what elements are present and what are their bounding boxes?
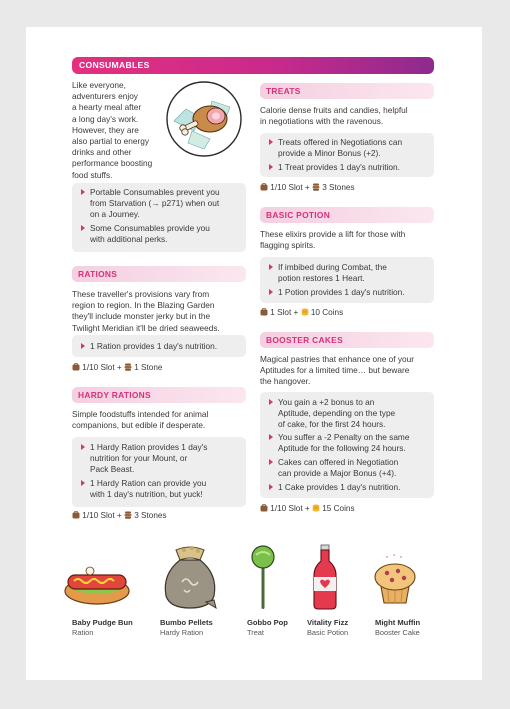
booster-cakes-bullet — [268, 457, 440, 479]
rations-header — [72, 266, 246, 282]
rations-cost-line — [72, 363, 162, 373]
intro-line: a long day's work. — [72, 113, 139, 124]
bullet-line: can provide a Major Bonus (+4). — [278, 468, 397, 479]
bullet-line: If imbibed during Combat, the — [278, 262, 387, 272]
item-name-bumbo-pellets: Bumbo Pellets — [160, 618, 213, 627]
backpack-icon — [260, 183, 268, 193]
desc-line: These elixirs provide a lift for those with — [260, 229, 406, 239]
hardy-rations-bullet — [80, 442, 250, 476]
treats-bullet — [268, 137, 440, 159]
basic-potion-bullet — [268, 287, 440, 298]
bullet-line: with additional perks. — [90, 234, 168, 245]
rations-bullet — [80, 341, 250, 352]
bullet-line: provide a Minor Bonus (+2). — [278, 148, 381, 159]
booster-cakes-bullet — [268, 397, 440, 431]
backpack-icon — [72, 363, 80, 373]
item-type: Treat — [247, 628, 264, 637]
basic-potion-header — [260, 207, 434, 223]
booster-cakes-bullet — [268, 482, 440, 493]
bullet-line: You suffer a -2 Penalty on the same — [278, 432, 410, 442]
intro-line: Like everyone, — [72, 80, 126, 90]
bullet-line: of cake, for the first 24 hours. — [278, 419, 386, 430]
basic-potion-description — [260, 229, 450, 251]
desc-line: Simple foodstuffs intended for animal — [72, 409, 209, 419]
stone-icon — [124, 363, 132, 373]
booster-cakes-description — [260, 354, 450, 388]
item-type: Booster Cake — [375, 628, 420, 637]
basic-potion-cost-line — [260, 308, 343, 318]
bullet-line: from Starvation (→ p271) when out — [90, 198, 220, 209]
bullet-line: 1 Potion provides 1 day's nutrition. — [278, 287, 405, 297]
hardy-rations-description — [72, 409, 252, 431]
intro-line: a hearty meal after — [72, 102, 142, 113]
rations-description — [72, 289, 252, 334]
stone-icon — [312, 183, 320, 193]
coin-icon — [312, 504, 320, 514]
stone-icon — [124, 511, 132, 521]
slot-text: 1 Slot + — [270, 308, 299, 317]
desc-line: Magical pastries that enhance one of your — [260, 354, 415, 364]
desc-line: companions, but edible if desperate. — [72, 420, 206, 431]
hardy-rations-title: HARDY RATIONS — [78, 390, 151, 400]
desc-line: Twilight Meridian it'll be dried seaweeds. — [72, 322, 220, 333]
bullet-line: Aptitude, depending on the type — [278, 408, 396, 419]
consumables-bullet — [80, 223, 250, 245]
bullet-line: Aptitude for the following 24 hours. — [278, 443, 406, 454]
booster-cakes-title: BOOSTER CAKES — [266, 335, 343, 345]
bullet-line: on a Journey. — [90, 209, 140, 220]
intro-line: adventurers enjoy — [72, 91, 138, 102]
consumables-bullet — [80, 187, 250, 221]
coin-icon — [301, 308, 309, 318]
item-type: Hardy Ration — [160, 628, 204, 637]
hardy-rations-bullet — [80, 478, 250, 500]
desc-line: Aptitudes for a limited time… but beware — [260, 365, 410, 376]
treats-cost-line — [260, 183, 355, 193]
booster-cakes-bullet — [268, 432, 440, 454]
soda-bottle-illustration — [310, 543, 340, 611]
item-type: Basic Potion — [307, 628, 349, 637]
hardy-rations-cost-line — [72, 511, 167, 521]
meat-drumstick-illustration — [164, 79, 244, 159]
desc-line: Calorie dense fruits and candies, helpful — [260, 105, 408, 115]
intro-line: drinks and other — [72, 147, 132, 158]
slot-text: 1/10 Slot + — [82, 363, 122, 372]
item-name-baby-pudge-bun: Baby Pudge Bun — [72, 618, 133, 627]
treats-bullet — [268, 162, 440, 173]
weight-text: 3 Stones — [322, 183, 355, 192]
rulebook-page — [26, 27, 482, 680]
bullet-line: nutrition for your Mount, or — [90, 453, 188, 464]
desc-line: region to region. In the Blazing Garden — [72, 300, 215, 311]
booster-cakes-cost-line — [260, 504, 355, 514]
desc-line: These traveller's provisions vary from — [72, 289, 210, 299]
treats-title: TREATS — [266, 86, 301, 96]
desc-line: they'll include monster jerky but in the — [72, 311, 211, 322]
pellet-sack-illustration — [154, 540, 226, 612]
intro-line: food stuffs. — [72, 169, 113, 180]
bullet-line: with 1 day's nutrition, but yuck! — [90, 489, 203, 500]
backpack-icon — [72, 511, 80, 521]
backpack-icon — [260, 308, 268, 318]
cost-text: 10 Coins — [310, 308, 344, 317]
bullet-line: You gain a +2 bonus to an — [278, 397, 375, 407]
slot-text: 1/10 Slot + — [82, 511, 122, 520]
bullet-line: Cakes can offered in Negotiation — [278, 457, 399, 467]
desc-line: the hangover. — [260, 376, 311, 387]
weight-text: 1 Stone — [134, 363, 163, 372]
basic-potion-bullet — [268, 262, 440, 284]
treats-header — [260, 83, 434, 99]
hotdog-illustration — [62, 559, 132, 609]
basic-potion-title: BASIC POTION — [266, 210, 331, 220]
bullet-line: Treats offered in Negotiations can — [278, 137, 403, 147]
bullet-line: Pack Beast. — [90, 464, 135, 475]
bullet-line: 1 Ration provides 1 day's nutrition. — [90, 341, 218, 351]
item-name-gobbo-pop: Gobbo Pop — [247, 618, 288, 627]
banner-title: CONSUMABLES — [79, 60, 150, 70]
backpack-icon — [260, 504, 268, 514]
hardy-rations-header — [72, 387, 246, 403]
lollipop-illustration — [248, 543, 278, 611]
consumables-banner — [72, 57, 434, 74]
booster-cakes-header — [260, 332, 434, 348]
intro-line: also partial to energy — [72, 136, 150, 147]
slot-text: 1/10 Slot + — [270, 504, 310, 513]
bullet-line: 1 Cake provides 1 day's nutrition. — [278, 482, 401, 492]
item-type: Ration — [72, 628, 94, 637]
bullet-line: Some Consumables provide you — [90, 223, 210, 233]
desc-line: flagging spirits. — [260, 240, 316, 251]
muffin-illustration — [372, 551, 418, 607]
bullet-line: potion restores 1 Heart. — [278, 273, 365, 284]
item-name-might-muffin: Might Muffin — [375, 618, 421, 627]
intro-line: performance boosting — [72, 158, 153, 169]
slot-text: 1/10 Slot + — [270, 183, 310, 192]
bullet-line: Portable Consumables prevent you — [90, 187, 220, 197]
cost-text: 15 Coins — [322, 504, 355, 513]
desc-line: in negotiations with the ravenous. — [260, 116, 384, 127]
intro-line: However, they are — [72, 124, 139, 135]
item-name-vitality-fizz: Vitality Fizz — [307, 618, 349, 627]
rations-title: RATIONS — [78, 269, 118, 279]
bullet-line: 1 Treat provides 1 day's nutrition. — [278, 162, 400, 172]
weight-text: 3 Stones — [134, 511, 167, 520]
bullet-line: 1 Hardy Ration provides 1 day's — [90, 442, 208, 452]
bullet-line: 1 Hardy Ration can provide you — [90, 478, 207, 488]
treats-description — [260, 105, 450, 127]
